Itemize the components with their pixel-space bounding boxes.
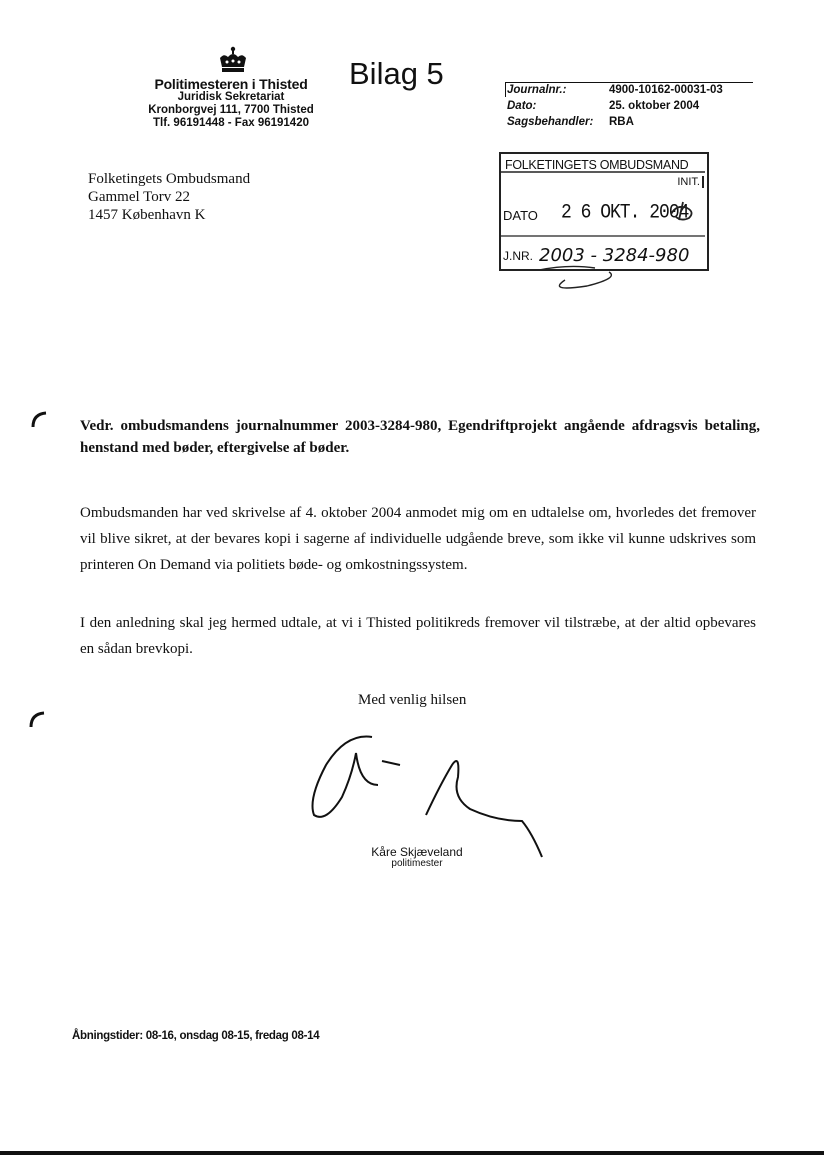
journal-row: [505, 83, 753, 99]
opening-hours: Åbningstider: 08-16, onsdag 08-15, fredag 08-14: [72, 1030, 320, 1042]
handler-value: RBA: [609, 116, 634, 128]
reference-table: [505, 82, 753, 131]
organization-name: Politimesteren i Thisted: [154, 76, 308, 92]
stamp-jnr-label: J.NR.: [503, 249, 533, 263]
handler-row: [505, 115, 753, 131]
closing-greeting: Med venlig hilsen: [358, 692, 467, 708]
body-paragraph-1: Ombudsmanden har ved skrivelse af 4. oktober 2004 anmodet mig om en udtalelse om, hvorledes det fremover vil blive sikret, at der bevares kopi i sagerne af individuelle udgående breve, som ikke vil kunne udskrives som printeren On Demand via politiets bøde- og omkostningssystem.: [80, 505, 756, 573]
sender-address: Kronborgvej 111, 7700 Thisted: [148, 104, 314, 116]
phone-fax: Tlf. 96191448 - Fax 96191420: [152, 117, 309, 129]
date-value: 25. oktober 2004: [609, 100, 700, 112]
subject-line: Vedr. ombudsmandens journalnummer 2003-3284-980, Egendriftprojekt angående afdragsvis betaling, henstand med bøder, eftergivelse af bøder.: [80, 418, 760, 456]
journal-value: 4900-10162-00031-03: [609, 84, 723, 96]
reference-bar: [505, 83, 506, 97]
stamp-title: FOLKETINGETS OMBUDSMAND: [505, 158, 689, 172]
body-paragraph-2: I den anledning skal jeg hermed udtale, at vi i Thisted politikreds fremover vil tilstræbe, at der altid opbevares en sådan brevkopi.: [80, 615, 756, 657]
bilag-label: Bilag 5: [349, 56, 444, 91]
signer-title: politimester: [391, 858, 443, 869]
journal-label: Journalnr.:: [507, 84, 567, 96]
recipient-city: 1457 København K: [88, 207, 206, 223]
bottom-rule: [0, 1151, 824, 1155]
stamp-date-label: DATO: [503, 208, 538, 223]
corner-mark-icon: [30, 410, 48, 428]
stamp-jnr-value: 2003 - 3284-980: [539, 245, 690, 266]
signer-block: [352, 846, 482, 870]
sender-block: [128, 78, 334, 130]
recipient-street: Gammel Torv 22: [88, 189, 190, 205]
received-stamp: [499, 152, 709, 271]
stamp-date-value: 2 6 OKT. 2004: [561, 201, 689, 225]
recipient-block: [88, 170, 250, 224]
department: Juridisk Sekretariat: [177, 91, 285, 103]
recipient-name: Folketingets Ombudsmand: [88, 171, 251, 187]
date-label: Dato:: [507, 100, 537, 112]
date-row: [505, 99, 753, 115]
corner-mark-icon: [28, 710, 46, 728]
signer-name: Kåre Skjæveland: [371, 845, 463, 859]
stamp-init-label: INIT.: [677, 176, 704, 188]
crown-icon: [218, 46, 248, 76]
handler-label: Sagsbehandler:: [507, 116, 594, 128]
signature-image: [300, 725, 560, 865]
